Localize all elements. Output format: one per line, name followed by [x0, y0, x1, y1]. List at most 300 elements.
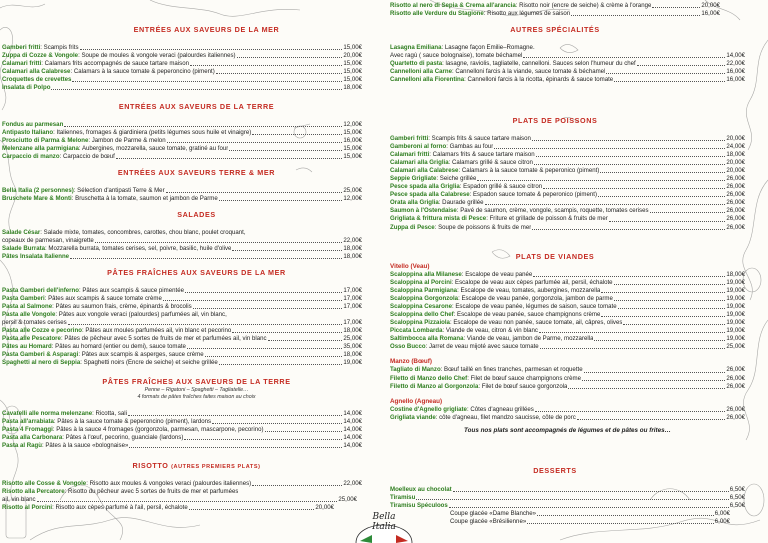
- dish-price: 26,00€: [726, 223, 745, 231]
- menu-item: [390, 414, 745, 422]
- dish-description: : Bœuf taillé en fines tranches, parmesan et roquette: [440, 366, 583, 374]
- dish-price: 20,00€: [701, 2, 720, 9]
- dish-description: : Jambon de Parme & melon: [88, 137, 166, 145]
- dish-price: 18,00€: [726, 151, 745, 159]
- dotted-leader: [532, 140, 725, 141]
- dotted-leader: [80, 49, 343, 50]
- dish-name: Lasagna Emiliana: [390, 44, 442, 51]
- dotted-leader: [116, 158, 343, 159]
- menu-item: [2, 153, 362, 161]
- dish-price: 12,00€: [343, 195, 362, 203]
- menu-item: [390, 76, 745, 84]
- menu-item: [390, 327, 745, 335]
- menu-item: [2, 129, 362, 137]
- dish-price: 15,00€: [343, 76, 362, 84]
- land-pasta-list: [0, 410, 362, 450]
- dish-description: : Espadon grillé & sauce citron: [459, 183, 543, 191]
- dish-description: : Gambas au four: [446, 143, 494, 151]
- dish-name: Calamari alla Griglia: [390, 159, 449, 167]
- dish-price: 6,50€: [729, 486, 745, 493]
- dotted-leader: [477, 180, 725, 181]
- menu-item: [390, 494, 745, 502]
- dish-price: 22,00€: [726, 60, 745, 68]
- dish-name: Gamberoni al forno: [390, 143, 447, 151]
- risotto-title: RISOTTO: [132, 461, 169, 470]
- dish-name: Prosciutto di Parma & Melone: [2, 137, 89, 145]
- menu-item-continued: [390, 52, 745, 60]
- dish-name: Tagliato di Manzo: [390, 366, 441, 374]
- dotted-leader: [618, 308, 726, 309]
- menu-item: [2, 60, 362, 68]
- dotted-leader: [584, 372, 726, 373]
- dish-description: : Pavé de saumon, crème, vongole, scampis, roquette, tomates cerises: [456, 207, 649, 215]
- dish-description: : Pâtes à la sauce tomate & peperoncino (piment), lardons: [53, 418, 212, 426]
- dish-name: Pasta 4 Fromaggi: [2, 426, 53, 434]
- dotted-leader: [416, 499, 728, 500]
- menu-item: [390, 143, 745, 151]
- dotted-leader: [37, 501, 338, 502]
- dish-description: : Calamars à la sauce tomate & peperoncino (piment): [70, 68, 215, 76]
- dotted-leader: [539, 332, 725, 333]
- dish-description: : Calamars frits accompagnés de sauce tartare maison: [41, 60, 189, 68]
- section-risotto: [0, 461, 383, 471]
- menu-item: [2, 434, 362, 442]
- dish-name: Melenzane alla parmigiana: [2, 145, 79, 153]
- dotted-leader: [543, 188, 725, 189]
- dish-name: Salade Burrata: [2, 245, 46, 253]
- dish-price: 20,00€: [726, 135, 745, 142]
- salads-list: [0, 229, 362, 261]
- dish-description: : Ricotta, sali: [92, 410, 127, 417]
- dotted-leader: [252, 485, 342, 486]
- dish-price: 16,00€: [726, 68, 745, 76]
- dotted-leader: [237, 57, 343, 58]
- dish-description: : Lasagne façon Emilie–Romagne.: [441, 44, 535, 51]
- dish-name: Gamberi fritti: [2, 44, 41, 51]
- section-title: [0, 461, 383, 471]
- dish-description: : Risotto aux légumes de saison: [483, 10, 571, 18]
- dotted-leader: [189, 509, 315, 510]
- section-title: PLATS DE POISSONS: [512, 116, 598, 125]
- menu-item: [390, 366, 745, 374]
- menu-item-continued: [2, 319, 362, 327]
- dotted-leader: [232, 250, 342, 251]
- lamb-subheading: Agnello (Agneau): [390, 397, 443, 405]
- dish-description: : Pâtes aux scampis & sauce pimentée: [78, 287, 184, 294]
- dotted-leader: [265, 431, 343, 432]
- dotted-leader: [533, 276, 725, 277]
- dish-description: : Pâtes aux scampis & asperges, sauce crème: [78, 351, 204, 359]
- specialities-list: [390, 44, 745, 84]
- menu-item: [2, 303, 362, 311]
- dish-name: Grigliata viande: [390, 413, 436, 421]
- dish-description: : Carpaccio de bœuf: [59, 153, 115, 161]
- dish-price: 25,00€: [338, 496, 357, 504]
- dish-description: : Calamars grillé & sauce citron: [448, 159, 533, 167]
- menu-item: [390, 191, 745, 199]
- pasta-formats-note: Penne – Rigatoni – Spaghetti – Tagliatelle…: [144, 387, 249, 393]
- menu-item: [2, 52, 362, 60]
- dish-price: 19,00€: [726, 287, 745, 295]
- dish-name: Calamari fritti: [2, 60, 42, 68]
- dish-description: : Bruschetta à la tomate, saumon et jambon de Parme: [71, 195, 218, 203]
- dish-name: Pesce spada alla Griglia: [390, 183, 460, 191]
- dish-description: : Pâtes au saumon frais, crème, épinards & brocolis: [52, 303, 192, 311]
- menu-item: [2, 145, 362, 153]
- dotted-leader: [185, 292, 342, 293]
- menu-item: [2, 76, 362, 84]
- dish-name: Orata alla Griglia: [390, 199, 439, 207]
- dish-description: : lasagne, raviolis, tagliatelle, cannelloni. Sauces selon l'humeur du chef: [442, 60, 636, 68]
- dish-description: persil & tomates cerises: [2, 319, 67, 327]
- dish-name: Scaloppina Cesarone: [390, 303, 452, 311]
- dish-price: 17,00€: [343, 319, 362, 327]
- dish-name: Grigliata & frittura mista di Pesce: [390, 215, 487, 223]
- dish-description: : Pâtes aux moules parfumées ail, vin blanc et pecorino: [81, 327, 232, 335]
- land-starters-list: [0, 121, 362, 161]
- menu-item: [390, 159, 745, 167]
- dish-name: Piccata Lombarda: [390, 327, 443, 335]
- dotted-leader: [187, 348, 342, 349]
- dish-description: : Risotto du pêcheur avec 5 sortes de fruits de mer et parfumées: [64, 488, 239, 496]
- dish-description: : Scampis frits & sauce tartare maison: [428, 135, 531, 142]
- dish-name: Scaloppina alla Milanese: [390, 271, 462, 278]
- dotted-leader: [229, 150, 342, 151]
- dotted-leader: [252, 134, 342, 135]
- dotted-leader: [190, 65, 342, 66]
- menu-item: [390, 295, 745, 303]
- dish-name: Osso Bucco: [390, 343, 426, 351]
- menu-item: [390, 279, 745, 287]
- dish-name: Cavatelli alle norma melenzane: [2, 410, 93, 417]
- dish-description: : Escalope de veau, tomates, aubergines, mozzarella: [457, 287, 601, 295]
- menu-item: [390, 343, 745, 351]
- dotted-leader: [609, 221, 726, 222]
- dotted-leader: [453, 491, 729, 492]
- dish-description: : Seiche grillée: [436, 175, 477, 183]
- dish-price: 35,00€: [343, 343, 362, 351]
- dish-name: Pasta alla Carbonara: [2, 434, 63, 442]
- dish-description: : Sélection d'antipasti Terre & Mer: [73, 187, 165, 194]
- dish-description: : Pâtes aux vongole veraci (palourdes) parfumées ail, vin blanc,: [55, 311, 227, 319]
- dish-name: Carpaccio di manzo: [2, 153, 60, 161]
- dish-price: 6,50€: [729, 502, 745, 510]
- dotted-leader: [219, 200, 343, 201]
- dish-description: : Pâtes au homard (entier ou demi), sauce tomate: [51, 343, 186, 351]
- dish-description: : Filet de bœuf sauce champignons crème: [467, 374, 581, 382]
- dish-description: : Escalope de veau panée, sauce champignons crème: [453, 311, 601, 319]
- menu-item: [2, 351, 362, 359]
- dish-price: 18,00€: [343, 351, 362, 359]
- dish-name: Costine d'Agnello grigliate: [390, 405, 467, 413]
- dish-description: : Jarret de veau mijoté avec sauce tomate: [425, 343, 539, 351]
- dotted-leader: [166, 192, 343, 193]
- dish-price: 14,00€: [343, 434, 362, 442]
- dish-price: 15,00€: [343, 145, 362, 153]
- dotted-leader: [650, 212, 726, 213]
- dish-name: Pasta alle Pescatore: [2, 335, 61, 343]
- dotted-leader: [167, 142, 343, 143]
- dish-price: 26,00€: [726, 191, 745, 199]
- dish-price: 26,00€: [726, 207, 745, 215]
- dotted-leader: [523, 57, 725, 58]
- menu-item: [390, 518, 730, 526]
- dish-price: 6,50€: [729, 494, 745, 502]
- dotted-leader: [568, 388, 725, 389]
- pasta-formats-note-2: 4 formats de pâtes fraîches faites maison au choix: [137, 394, 256, 400]
- dish-name: Risotto alle Verdure du Stagione: [390, 10, 484, 18]
- menu-item: [2, 418, 362, 426]
- dish-name: Risotto alla Percatore: [2, 488, 65, 496]
- menu-item: [390, 215, 745, 223]
- menu-item: [390, 271, 745, 279]
- section-title: DESSERTS: [533, 466, 577, 475]
- dotted-leader: [68, 324, 343, 325]
- dish-price: 26,00€: [726, 413, 745, 421]
- dish-name: Scaloppina al Porcini: [390, 279, 452, 287]
- dish-price: 19,00€: [343, 359, 362, 367]
- dish-name: Antipasto Italiano: [2, 129, 54, 137]
- dish-description: : Calamars à la sauce tomate & peperonico (piment): [458, 167, 600, 175]
- dotted-leader: [601, 316, 725, 317]
- dish-price: 22,00€: [343, 237, 362, 245]
- menu-item: [390, 183, 745, 191]
- menu-item: [390, 207, 745, 215]
- meat-list: [390, 262, 745, 435]
- risotto-list: [0, 480, 362, 512]
- dotted-leader: [232, 332, 342, 333]
- dish-description: Coupe glacée «Brésilienne»: [450, 518, 527, 526]
- dish-price: 19,00€: [726, 279, 745, 287]
- dish-description: : Pâtes à la sauce 4 fromages (gorgonzola, parmesan, mascarpone, pecorino): [52, 426, 264, 434]
- logo-text-line-1: Bella: [372, 512, 396, 522]
- dish-name: Quartetto di pasta: [390, 60, 443, 68]
- dish-price: 26,00€: [726, 199, 745, 207]
- dish-price: 16,00€: [726, 76, 745, 84]
- menu-item: [2, 359, 362, 367]
- dish-description: : Calamars frits & sauce tartare maison: [429, 151, 535, 159]
- dotted-leader: [129, 447, 342, 448]
- dish-description: : Scampis frits: [40, 44, 79, 51]
- dish-price: 19,00€: [726, 295, 745, 303]
- dish-price: 20,00€: [315, 504, 334, 512]
- dish-description: : côte d'agneau, filet mandzo saucisse, côte de porc: [435, 413, 576, 421]
- dotted-leader: [184, 439, 342, 440]
- dish-price: 15,00€: [343, 44, 362, 51]
- dish-price: 26,00€: [726, 183, 745, 191]
- dotted-leader: [535, 411, 726, 412]
- menu-item: [390, 44, 745, 52]
- dotted-leader: [582, 380, 725, 381]
- dotted-leader: [449, 507, 729, 508]
- dish-name: Pasta Gamberi: [2, 295, 45, 303]
- dotted-leader: [614, 81, 725, 82]
- menu-item: [2, 335, 362, 343]
- dotted-leader: [536, 156, 726, 157]
- dish-name: Risotto al nero di Sepia & Crema all'arancia: [390, 2, 516, 9]
- dish-price: 15,00€: [343, 68, 362, 76]
- dish-description: : Escalope de veau panée: [461, 271, 533, 278]
- menu-item: [2, 488, 362, 496]
- beef-subheading: Manzo (Bœuf): [390, 358, 432, 366]
- dish-description: : Salade mixte, tomates, concombres, carottes, chou blanc, poulet croquant,: [40, 229, 246, 236]
- dish-price: 18,00€: [726, 271, 745, 278]
- section-land-sea-starters: [0, 168, 383, 178]
- menu-item: [390, 486, 745, 494]
- dish-name: Fondus au parmesan: [2, 121, 64, 128]
- dish-name: Pasta alle Vongole: [2, 311, 56, 319]
- dish-price: 26,00€: [726, 366, 745, 374]
- risotto-continued-list: [390, 2, 720, 18]
- dish-price: 6,00€: [714, 518, 730, 526]
- desserts-list: [390, 486, 745, 526]
- land-sea-starters-list: [0, 187, 362, 203]
- menu-item: [390, 151, 745, 159]
- dish-description: : Côtes d'agneau grillées: [466, 405, 534, 413]
- menu-item: [390, 375, 745, 383]
- dish-price: 26,00€: [726, 405, 745, 413]
- dish-price: 26,00€: [726, 374, 745, 382]
- menu-item-continued: [2, 496, 357, 504]
- menu-item: [2, 426, 362, 434]
- dish-price: 19,00€: [726, 319, 745, 327]
- dotted-leader: [598, 196, 725, 197]
- section-title: ENTRÉES AUX SAVEURS DE LA TERRE: [118, 102, 275, 111]
- dish-price: 16,00€: [701, 10, 720, 18]
- dish-price: 15,00€: [343, 153, 362, 161]
- dotted-leader: [51, 89, 342, 90]
- dish-name: Scaloppina dello Chef: [390, 311, 454, 319]
- dish-description: : Spaghetti noirs (Encre de seiche) et seiche grillée: [80, 359, 218, 367]
- dotted-leader: [623, 324, 725, 325]
- dotted-leader: [219, 364, 343, 365]
- dish-name: Zuppa di Pesce: [390, 223, 435, 231]
- menu-item: [390, 303, 745, 311]
- menu-item: [2, 295, 362, 303]
- menu-item: [2, 311, 362, 319]
- menu-item: [390, 287, 745, 295]
- dish-price: 15,00€: [343, 60, 362, 68]
- dish-name: Pasta Gamberi & Asparagi: [2, 351, 79, 359]
- accompaniment-note: Tous nos plats sont accompagnés de légumes et de pâtes ou frites…: [464, 426, 671, 434]
- menu-item: [2, 504, 334, 512]
- menu-item: [2, 44, 362, 52]
- dotted-leader: [268, 340, 343, 341]
- dotted-leader: [652, 7, 700, 8]
- menu-item: [2, 287, 362, 295]
- dotted-leader: [577, 419, 726, 420]
- bella-italia-logo: [352, 505, 416, 543]
- dish-name: Cannelloni alla Carne: [390, 68, 452, 76]
- dish-description: : Viande de veau, citron & vin blanc: [442, 327, 538, 335]
- dish-price: 19,00€: [726, 303, 745, 311]
- dish-description: Coupe glacée «Dame Blanche»: [450, 510, 537, 518]
- menu-item: [390, 10, 720, 18]
- dish-name: Pasta all'arrabiata: [2, 418, 54, 426]
- section-seafood-pasta: [0, 268, 383, 278]
- dish-name: Filetto di Manzo al Gorgonzola: [390, 382, 479, 390]
- dish-price: 20,00€: [726, 167, 745, 175]
- dotted-leader: [571, 15, 700, 16]
- menu-item: [2, 121, 362, 129]
- menu-item: [390, 383, 745, 391]
- dish-name: Pesce spada alla Calabrese: [390, 191, 470, 199]
- dish-price: 25,00€: [726, 343, 745, 351]
- dish-price: 22,00€: [343, 480, 362, 487]
- dish-description: : Friture et grillade de poisson & fruits de mer: [486, 215, 608, 223]
- section-title: ENTRÉES AUX SAVEURS TERRE & MER: [117, 168, 276, 177]
- dotted-leader: [193, 308, 343, 309]
- section-salads: [0, 210, 383, 220]
- menu-item: [390, 319, 745, 327]
- dotted-leader: [64, 126, 342, 127]
- section-meat: [390, 252, 720, 262]
- section-land-starters: [0, 102, 383, 112]
- dish-name: Calamari fritti: [390, 151, 430, 159]
- dish-description: : Espadon sauce tomate & peperonico (piment): [469, 191, 597, 199]
- dotted-leader: [128, 415, 342, 416]
- dish-name: Calamari alla Calabrese: [390, 167, 459, 175]
- menu-item: [2, 68, 362, 76]
- dish-description: : Escalope de veau aux cèpes parfumée ail, persil, échalote: [451, 279, 613, 287]
- seafood-starters-list: [0, 44, 362, 92]
- dish-price: 6,00€: [714, 510, 730, 518]
- dish-description: : Risotto aux moules & vongoles veraci (palourdes italiennes): [86, 480, 252, 487]
- dish-name: Scaloppina Parmigiana: [390, 287, 458, 295]
- dotted-leader: [205, 356, 343, 357]
- dish-description: : Escalope de veau panée, gorgonzola, jambon de parme: [458, 295, 613, 303]
- dish-description: copeaux de parmesan, vinaigrette: [2, 237, 94, 245]
- dish-name: Scaloppina Gorgonzola: [390, 295, 459, 303]
- dish-description: : Mozzarella burrata, tomates cerises, sel, poivre, basilic, huile d'olive: [45, 245, 232, 253]
- dotted-leader: [540, 348, 726, 349]
- menu-item-continued: [2, 237, 362, 245]
- menu-item: [2, 343, 362, 351]
- fish-list: [390, 135, 745, 232]
- dotted-leader: [494, 148, 725, 149]
- menu-item: [390, 135, 745, 143]
- dotted-leader: [614, 284, 726, 285]
- dish-name: Pasta al Ragù: [2, 442, 42, 450]
- menu-item: [390, 311, 745, 319]
- dish-price: 12,00€: [343, 121, 362, 128]
- section-seafood-starters: [0, 25, 383, 35]
- dish-price: 20,00€: [343, 52, 362, 60]
- section-land-pasta: [0, 377, 383, 401]
- menu-item: [2, 187, 362, 195]
- menu-item: [2, 137, 362, 145]
- dish-price: 24,00€: [726, 143, 745, 151]
- menu-item: [2, 327, 362, 335]
- dish-name: Spaghetti al nero di Seppia: [2, 359, 81, 367]
- dish-price: 19,00€: [726, 335, 745, 343]
- menu-item: [2, 480, 362, 488]
- dish-description: : Italiennes, fromages & giardiniera (petits légumes sous huile et vinaigre): [53, 129, 252, 137]
- dish-price: 17,00€: [343, 303, 362, 311]
- menu-item: [2, 410, 362, 418]
- dish-name: Tiramisu: [390, 494, 416, 502]
- dish-name: Risotto alle Cosse & Vongole: [2, 480, 87, 487]
- dish-description: ail, vin blanc: [2, 496, 36, 504]
- section-title: PÂTES FRAÎCHES AUX SAVEURS DE LA MER: [107, 268, 286, 277]
- dotted-leader: [95, 242, 343, 243]
- dish-description: : Risotto aux cèpes parfumé à l'ail, persil, échalote: [52, 504, 188, 512]
- menu-item: [390, 502, 745, 510]
- dish-name: Saltimbocca alla Romana: [390, 335, 464, 343]
- dish-name: Filetto di Manzo dello Chef: [390, 374, 468, 382]
- section-fish: [390, 116, 720, 126]
- menu-item: [390, 406, 745, 414]
